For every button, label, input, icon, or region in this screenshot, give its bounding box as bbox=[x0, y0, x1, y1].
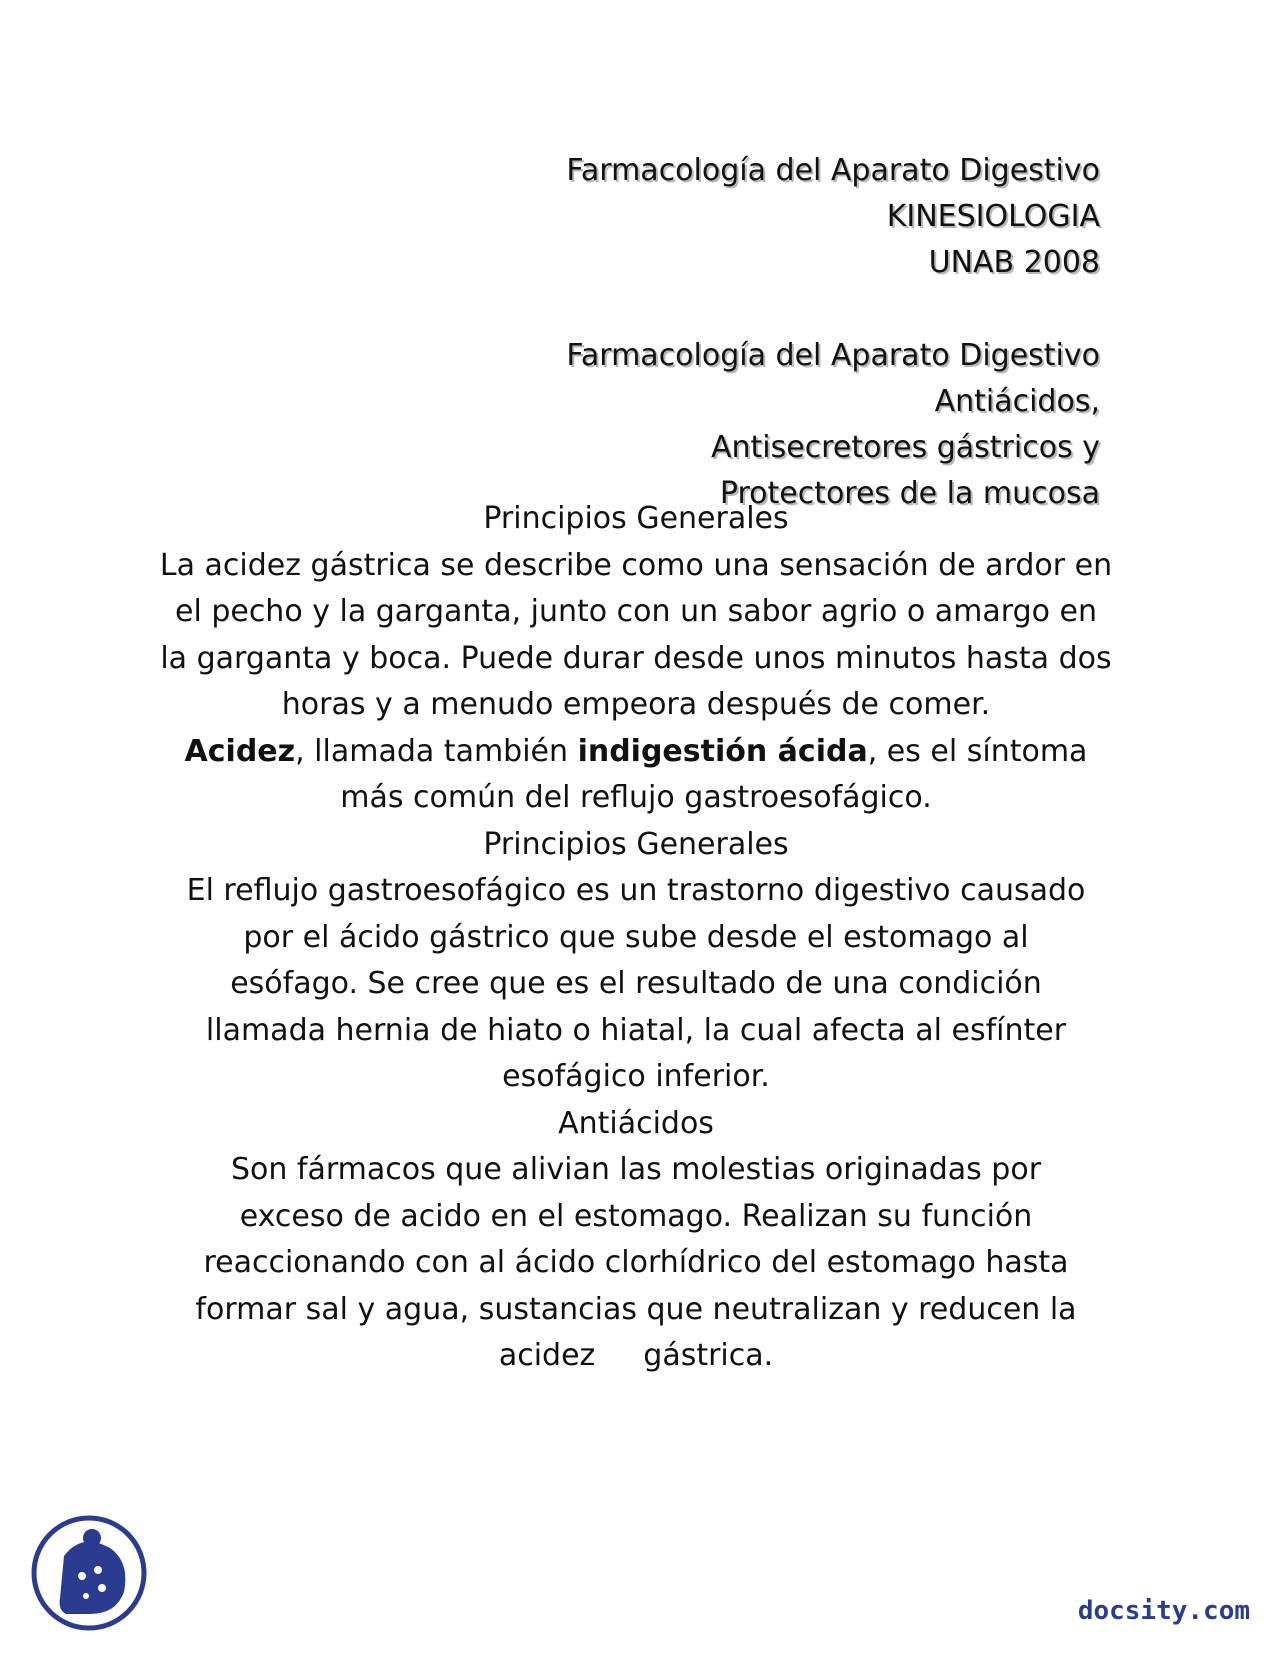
document-header bbox=[566, 148, 1100, 286]
institution-year: UNAB 2008 bbox=[928, 245, 1100, 280]
program-name: KINESIOLOGIA bbox=[886, 199, 1100, 234]
subtitle-line-4: Protectores de la mucosa bbox=[719, 476, 1100, 511]
paragraph-acidez-definition bbox=[140, 729, 1132, 822]
text-sintoma: , es el síntoma más común del reflujo gastroesofágico. bbox=[340, 733, 1088, 815]
document-body bbox=[140, 496, 1132, 1380]
section-heading-principios-1: Principios Generales bbox=[483, 501, 789, 536]
docsity-brand-link[interactable]: docsity.com bbox=[1077, 1596, 1250, 1626]
subtitle-line-3: Antisecretores gástricos y bbox=[710, 430, 1100, 465]
course-title: Farmacología del Aparato Digestivo bbox=[566, 153, 1100, 188]
subtitle-line-2: Antiácidos, bbox=[934, 384, 1100, 419]
subtitle-line-1: Farmacología del Aparato Digestivo bbox=[566, 338, 1100, 373]
term-indigestion-acida: indigestión ácida bbox=[577, 733, 868, 769]
paragraph-acidez-description: La acidez gástrica se describe como una sensación de ardor en el pecho y la garganta, junto con un sabor agrio o amargo en la garganta y boca. Puede durar desde unos minutos hasta dos horas y a menudo empeora después de comer. bbox=[159, 547, 1113, 722]
paragraph-antiacidos bbox=[140, 1147, 1132, 1380]
section-heading-antiacidos: Antiácidos bbox=[558, 1105, 714, 1141]
text-llamada-tambien: , llamada también bbox=[295, 733, 578, 769]
section-heading-principios-2: Principios Generales bbox=[483, 826, 789, 862]
text-antiacidos-tail: gástrica. bbox=[643, 1338, 774, 1373]
term-acidez: Acidez bbox=[184, 733, 296, 769]
document-subtitle bbox=[566, 333, 1100, 517]
docsity-logo-icon[interactable] bbox=[30, 1514, 148, 1632]
text-antiacidos-body: Son fármacos que alivian las molestias originadas por exceso de acido en el estomago. Realizan su función reaccionando con al ácido clorhídrico del estomago hasta formar sal y agua, sustancias que neutralizan y reducen la acidez bbox=[195, 1152, 1077, 1373]
paragraph-reflujo: El reflujo gastroesofágico es un trastorno digestivo causado por el ácido gástrico que sube desde el estomago al esófago. Se cree que es el resultado de una condición llamada hernia de hiato o hiatal, la cual afecta al esfínter esofágico inferior. bbox=[186, 873, 1086, 1094]
